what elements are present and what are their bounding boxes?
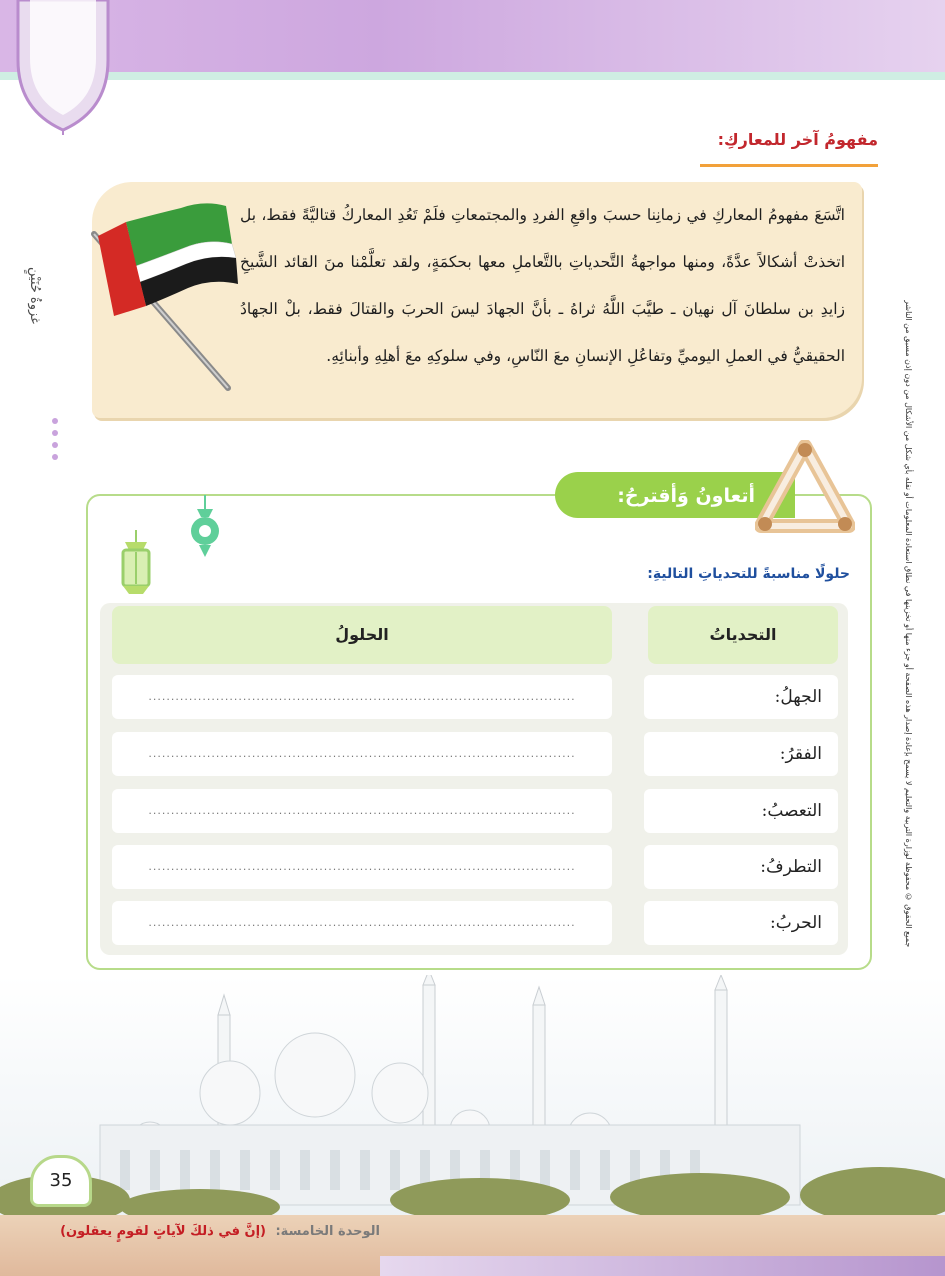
challenge-cell (644, 789, 838, 833)
page-number: 35 (30, 1155, 92, 1207)
column-header-solutions: الحلولُ (112, 606, 612, 664)
top-band-stripe (0, 72, 945, 80)
challenge-label: الجهلُ: (774, 687, 822, 707)
lantern-icon (115, 530, 157, 600)
section-heading: مفهومُ آخر للمعاركِ: (717, 130, 878, 149)
chapter-side-label: غزوةُ حُنَيْنٍ (27, 266, 42, 324)
heading-underline (700, 164, 878, 167)
challenge-label: الحربُ: (770, 913, 822, 933)
top-decorative-band (0, 0, 945, 80)
joined-hands-icon (755, 440, 855, 540)
solution-answer-field[interactable]: ............................................................................................... (112, 901, 612, 945)
uae-flag-image (86, 196, 238, 396)
solution-answer-field[interactable]: ............................................................................................... (112, 789, 612, 833)
cooperation-title: أتعاونُ وَأقترحُ: (617, 485, 755, 507)
solution-answer-field[interactable]: ............................................................................................... (112, 732, 612, 776)
unit-label: الوحدة الخامسة: (275, 1224, 380, 1239)
challenge-label: التطرفُ: (760, 857, 822, 877)
solution-answer-field[interactable]: ............................................................................................... (112, 675, 612, 719)
solution-answer-field[interactable]: ............................................................................................... (112, 845, 612, 889)
instruction-text: حلولًا مناسبةً للتحدياتِ التاليةِ: (647, 566, 850, 582)
challenge-cell (644, 901, 838, 945)
lantern-ornament-icon (185, 495, 225, 565)
challenge-cell (644, 675, 838, 719)
paragraph-text: اتَّسَعَ مفهومُ المعاركِ في زمانِنا حسبَ واقعِ الفردِ والمجتمعاتِ فلَمْ تَعُدِ المعاركُ قتاليَّةً فقط، بل اتخذتْ أشكالاً عدَّةً، ومنها مواجهةُ التَّحدياتِ بالتَّعاملِ معها بحكمَةٍ، ولقد تعلَّمْنا منَ القائد الشَّيخِ زايدِ بن سلطانَ آل نهيان ـ طيَّبَ اللَّهُ ثراهُ ـ بأنَّ الجهادَ ليسَ الحربَ والقتالَ فقط، بلْ الجهادُ الحقيقيُّ في العملِ اليوميِّ وتفاعُلِ الإنسانِ معَ النّاسِ، وفي سلوكِهِ معَ أهلِهِ وأبنائِهِ. (240, 206, 845, 365)
copyright-notice: جميع الحقوق © محفوظة لوزارة التربية والتعليم لا يسمح بإعادة إصدار هذه الصفحة أو جزء منها أو تخزينها في نطاق استعادة المعلومات أو نقله بأي شكل من الأشكال من دون إذن مسبق من الناشر (904, 300, 913, 948)
unit-title: (إنَّ في ذلكَ لآياتٍ لقومٍ يعقلون) (60, 1224, 266, 1239)
column-header-challenges: التحدياتُ (648, 606, 838, 664)
challenge-cell (644, 732, 838, 776)
challenge-label: التعصبُ: (761, 801, 822, 821)
challenge-cell (644, 845, 838, 889)
challenge-label: الفقرُ: (779, 744, 822, 764)
footer-decorative-bar (380, 1256, 945, 1276)
top-arch-ornament (8, 0, 118, 135)
side-dots-ornament (48, 415, 62, 475)
